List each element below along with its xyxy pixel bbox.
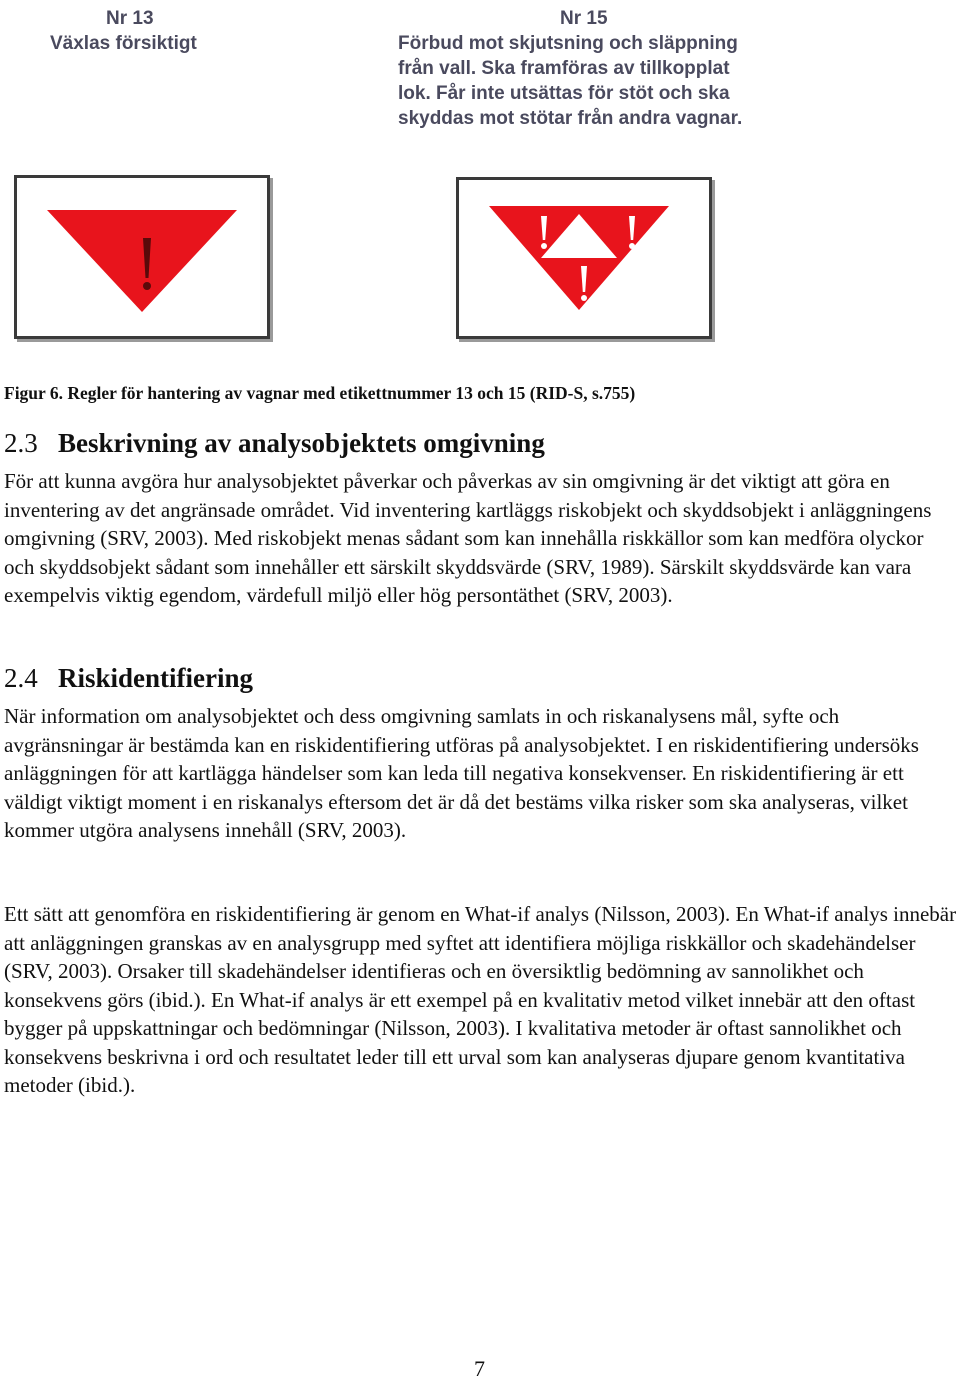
section-2-3-heading [4, 428, 545, 459]
section-2-4-paragraph-1: När information om analysobjektet och dess omgivning samlats in och riskanalysens mål, syfte och avgränsningar är bestämda kan en riskidentifiering utföras på analysobjektet. I en riskidentifiering undersöks anläggningen för att kartlägga händelser som kan leda till negativa konsekvenser. En riskidentifiering är ett väldigt viktigt moment i en riskanalys eftersom det är då det bestäms vilka risker som ska analyseras, vilket kommer utgöra analysens innehåll (SRV, 2003). [4, 704, 919, 842]
sign-13-number: Nr 13 [106, 8, 154, 29]
sign-13-graphic [17, 178, 267, 336]
section-2-3-paragraph: För att kunna avgöra hur analysobjektet påverkar och påverkas av sin omgivning är det viktigt att göra en inventering av det angränsade området. Vid inventering kartläggs riskobjekt och skyddsobjekt i anläggningens omgivning (SRV, 2003). Med riskobjekt menas sådant som kan innehålla riskkällor som kan medföra olyckor och skyddsobjekt sådant som innehåller ett särskilt skyddsvärde (SRV, 1989). Särskilt skyddsvärde kan vara exempelvis viktig egendom, värdefull miljö eller hög persontäthet (SRV, 2003). [4, 469, 932, 607]
section-2-4-heading [4, 663, 253, 694]
section-2-3-number: 2.3 [4, 428, 38, 458]
page-number: 7 [474, 1356, 485, 1381]
warning-triangle-icon [47, 210, 237, 312]
section-2-4-paragraph-2: Ett sätt att genomföra en riskidentifiering är genom en What-if analys (Nilsson, 2003). En What-if analys innebär att anläggningen granskas av en analysgrupp med syftet att identifiera möjliga riskkällor och skadehändelser (SRV, 2003). Orsaker till skadehändelser identifieras och en översiktlig bedömning av sannolikhet och konsekvens görs (ibid.). En What-if analys är ett exempel på en kvalitativ metod vilket innebär att den oftast bygger på uppskattningar och bedömningar (Nilsson, 2003). I kvalitativa metoder är oftast sannolikhet och konsekvens beskrivna i ord och resultatet leder till ett urval som kan analyseras djupare genom kvantitativa metoder (ibid.). [4, 902, 957, 1097]
figure-caption: Figur 6. Regler för hantering av vagnar med etikettnummer 13 och 15 (RID-S, s.755) [4, 383, 636, 403]
section-2-4-title: Riskidentifiering [58, 663, 254, 693]
sign-15-graphic [459, 180, 709, 336]
section-2-4-number: 2.4 [4, 663, 38, 693]
sign-13-rule: Växlas försiktigt [50, 33, 197, 54]
sign-13-panel [14, 175, 270, 339]
section-2-3-title: Beskrivning av analysobjektets omgivning [58, 428, 545, 458]
sign-15-panel [456, 177, 712, 339]
sign-15-rule: Förbud mot skjutsning och släppning från vall. Ska framföras av tillkopplat lok. Får inte utsättas för stöt och ska skyddas mot stötar från andra vagnar. [398, 33, 743, 129]
sign-15-number: Nr 15 [560, 8, 608, 29]
